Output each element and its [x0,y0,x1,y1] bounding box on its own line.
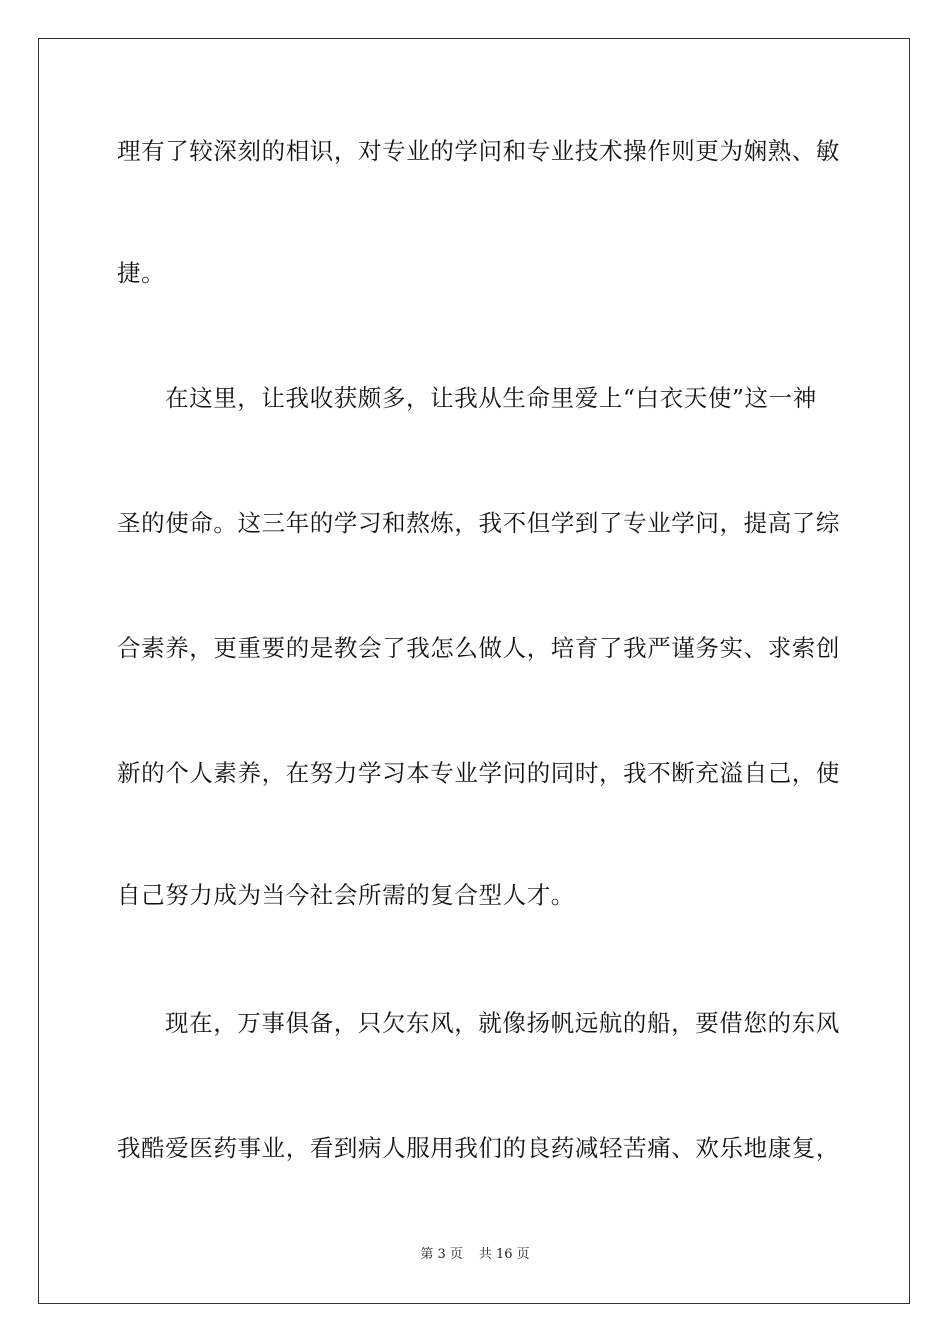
body-text-line: 捷。 [117,259,166,287]
page-footer [0,1246,950,1264]
total-pages: 共 16 页 [478,1247,530,1262]
body-text-line: 自己努力成为当今社会所需的复合型人才。 [117,881,575,909]
page-number: 第 3 页 [420,1247,463,1262]
body-text-line: 合素养，更重要的是教会了我怎么做人，培育了我严谨务实、求索创 [117,634,840,662]
body-text-line: 理有了较深刻的相识，对专业的学问和专业技术操作则更为娴熟、敏 [117,137,840,165]
paragraph-start-line: 在这里，让我收获颇多，让我从生命里爱上“白衣天使”这一神 [165,384,817,412]
page-frame [38,38,910,1304]
body-text-line: 我酷爱医药事业，看到病人服用我们的良药减轻苦痛、欢乐地康复， [117,1134,840,1162]
body-text-line: 新的个人素养，在努力学习本专业学问的同时，我不断充溢自己，使 [117,759,840,787]
body-text-line: 圣的使命。这三年的学习和熬炼，我不但学到了专业学问，提高了综 [117,509,840,537]
paragraph-start-line: 现在，万事俱备，只欠东风，就像扬帆远航的船，要借您的东风 [165,1009,840,1037]
